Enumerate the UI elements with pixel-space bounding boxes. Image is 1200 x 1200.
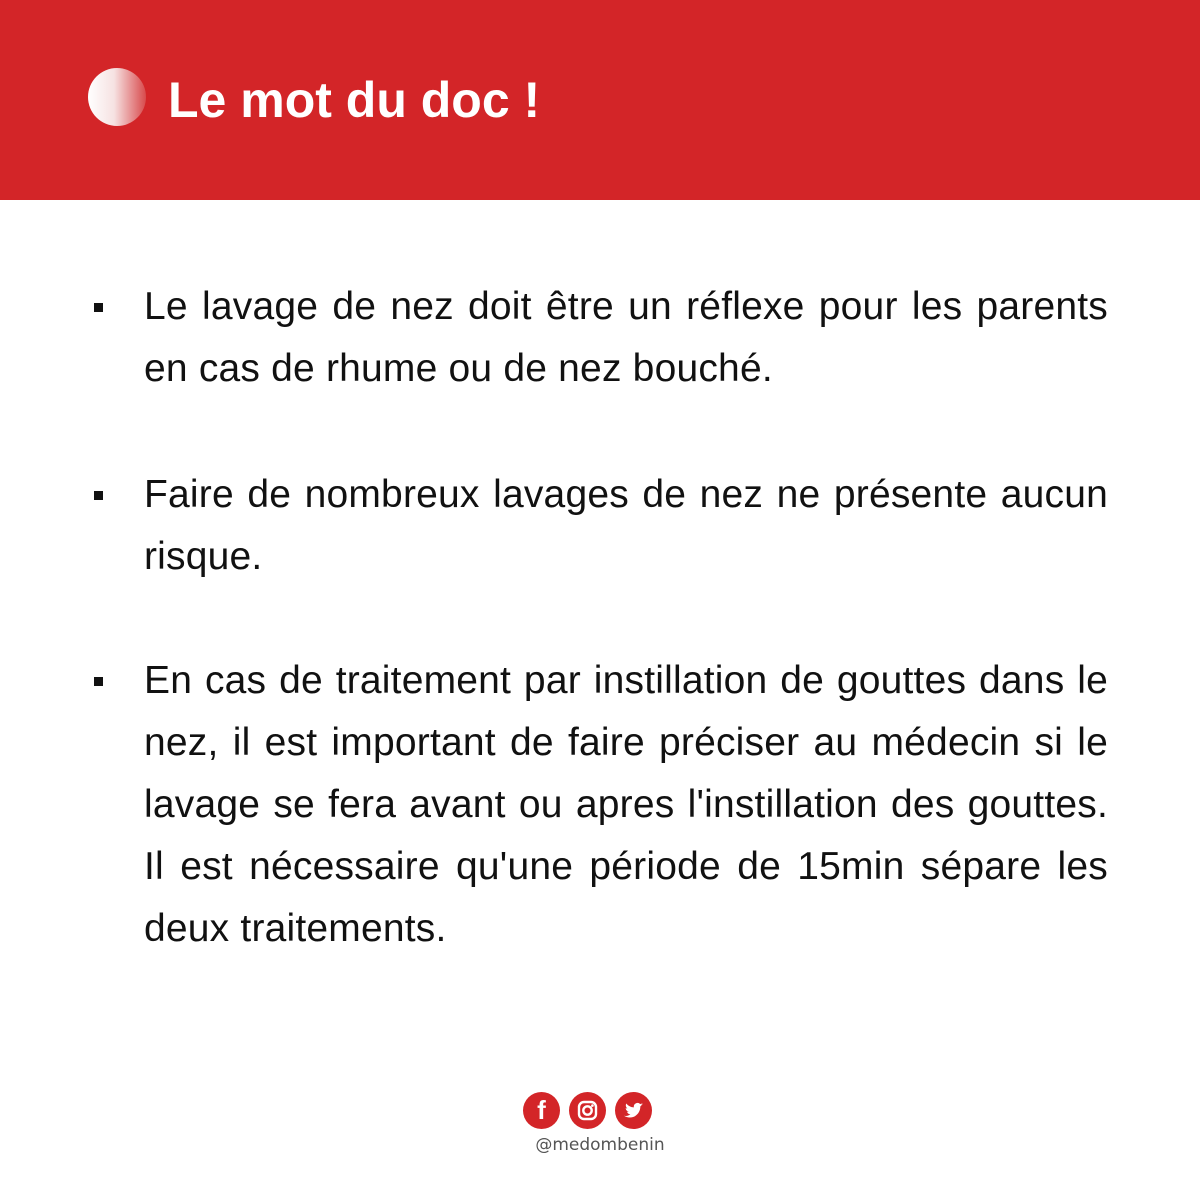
list-item <box>90 650 1108 960</box>
bullet-text: En cas de traitement par instillation de gouttes dans le nez, il est important de faire préciser au médecin si le lavage se fera avant ou apres l'instillation des gouttes. Il est nécessaire qu'une période de 15min sépare les deux traitements. <box>144 659 1108 950</box>
bullet-text: Faire de nombreux lavages de nez ne présente aucun risque. <box>144 473 1108 578</box>
square-bullet-icon <box>94 303 103 312</box>
instagram-icon[interactable] <box>569 1092 606 1129</box>
footer <box>0 1092 1200 1172</box>
square-bullet-icon <box>94 491 103 500</box>
list-item <box>90 464 1108 588</box>
page-title: Le mot du doc ! <box>168 72 541 128</box>
twitter-icon[interactable] <box>615 1092 652 1129</box>
list-item <box>90 276 1108 400</box>
facebook-icon[interactable]: f <box>523 1092 560 1129</box>
header-banner <box>0 0 1200 200</box>
social-icons <box>523 1092 653 1132</box>
social-handle: @medombenin <box>535 1135 665 1155</box>
square-bullet-icon <box>94 677 103 686</box>
bullet-text: Le lavage de nez doit être un réflexe pour les parents en cas de rhume ou de nez bouché. <box>144 285 1108 390</box>
circle-icon <box>88 68 146 126</box>
